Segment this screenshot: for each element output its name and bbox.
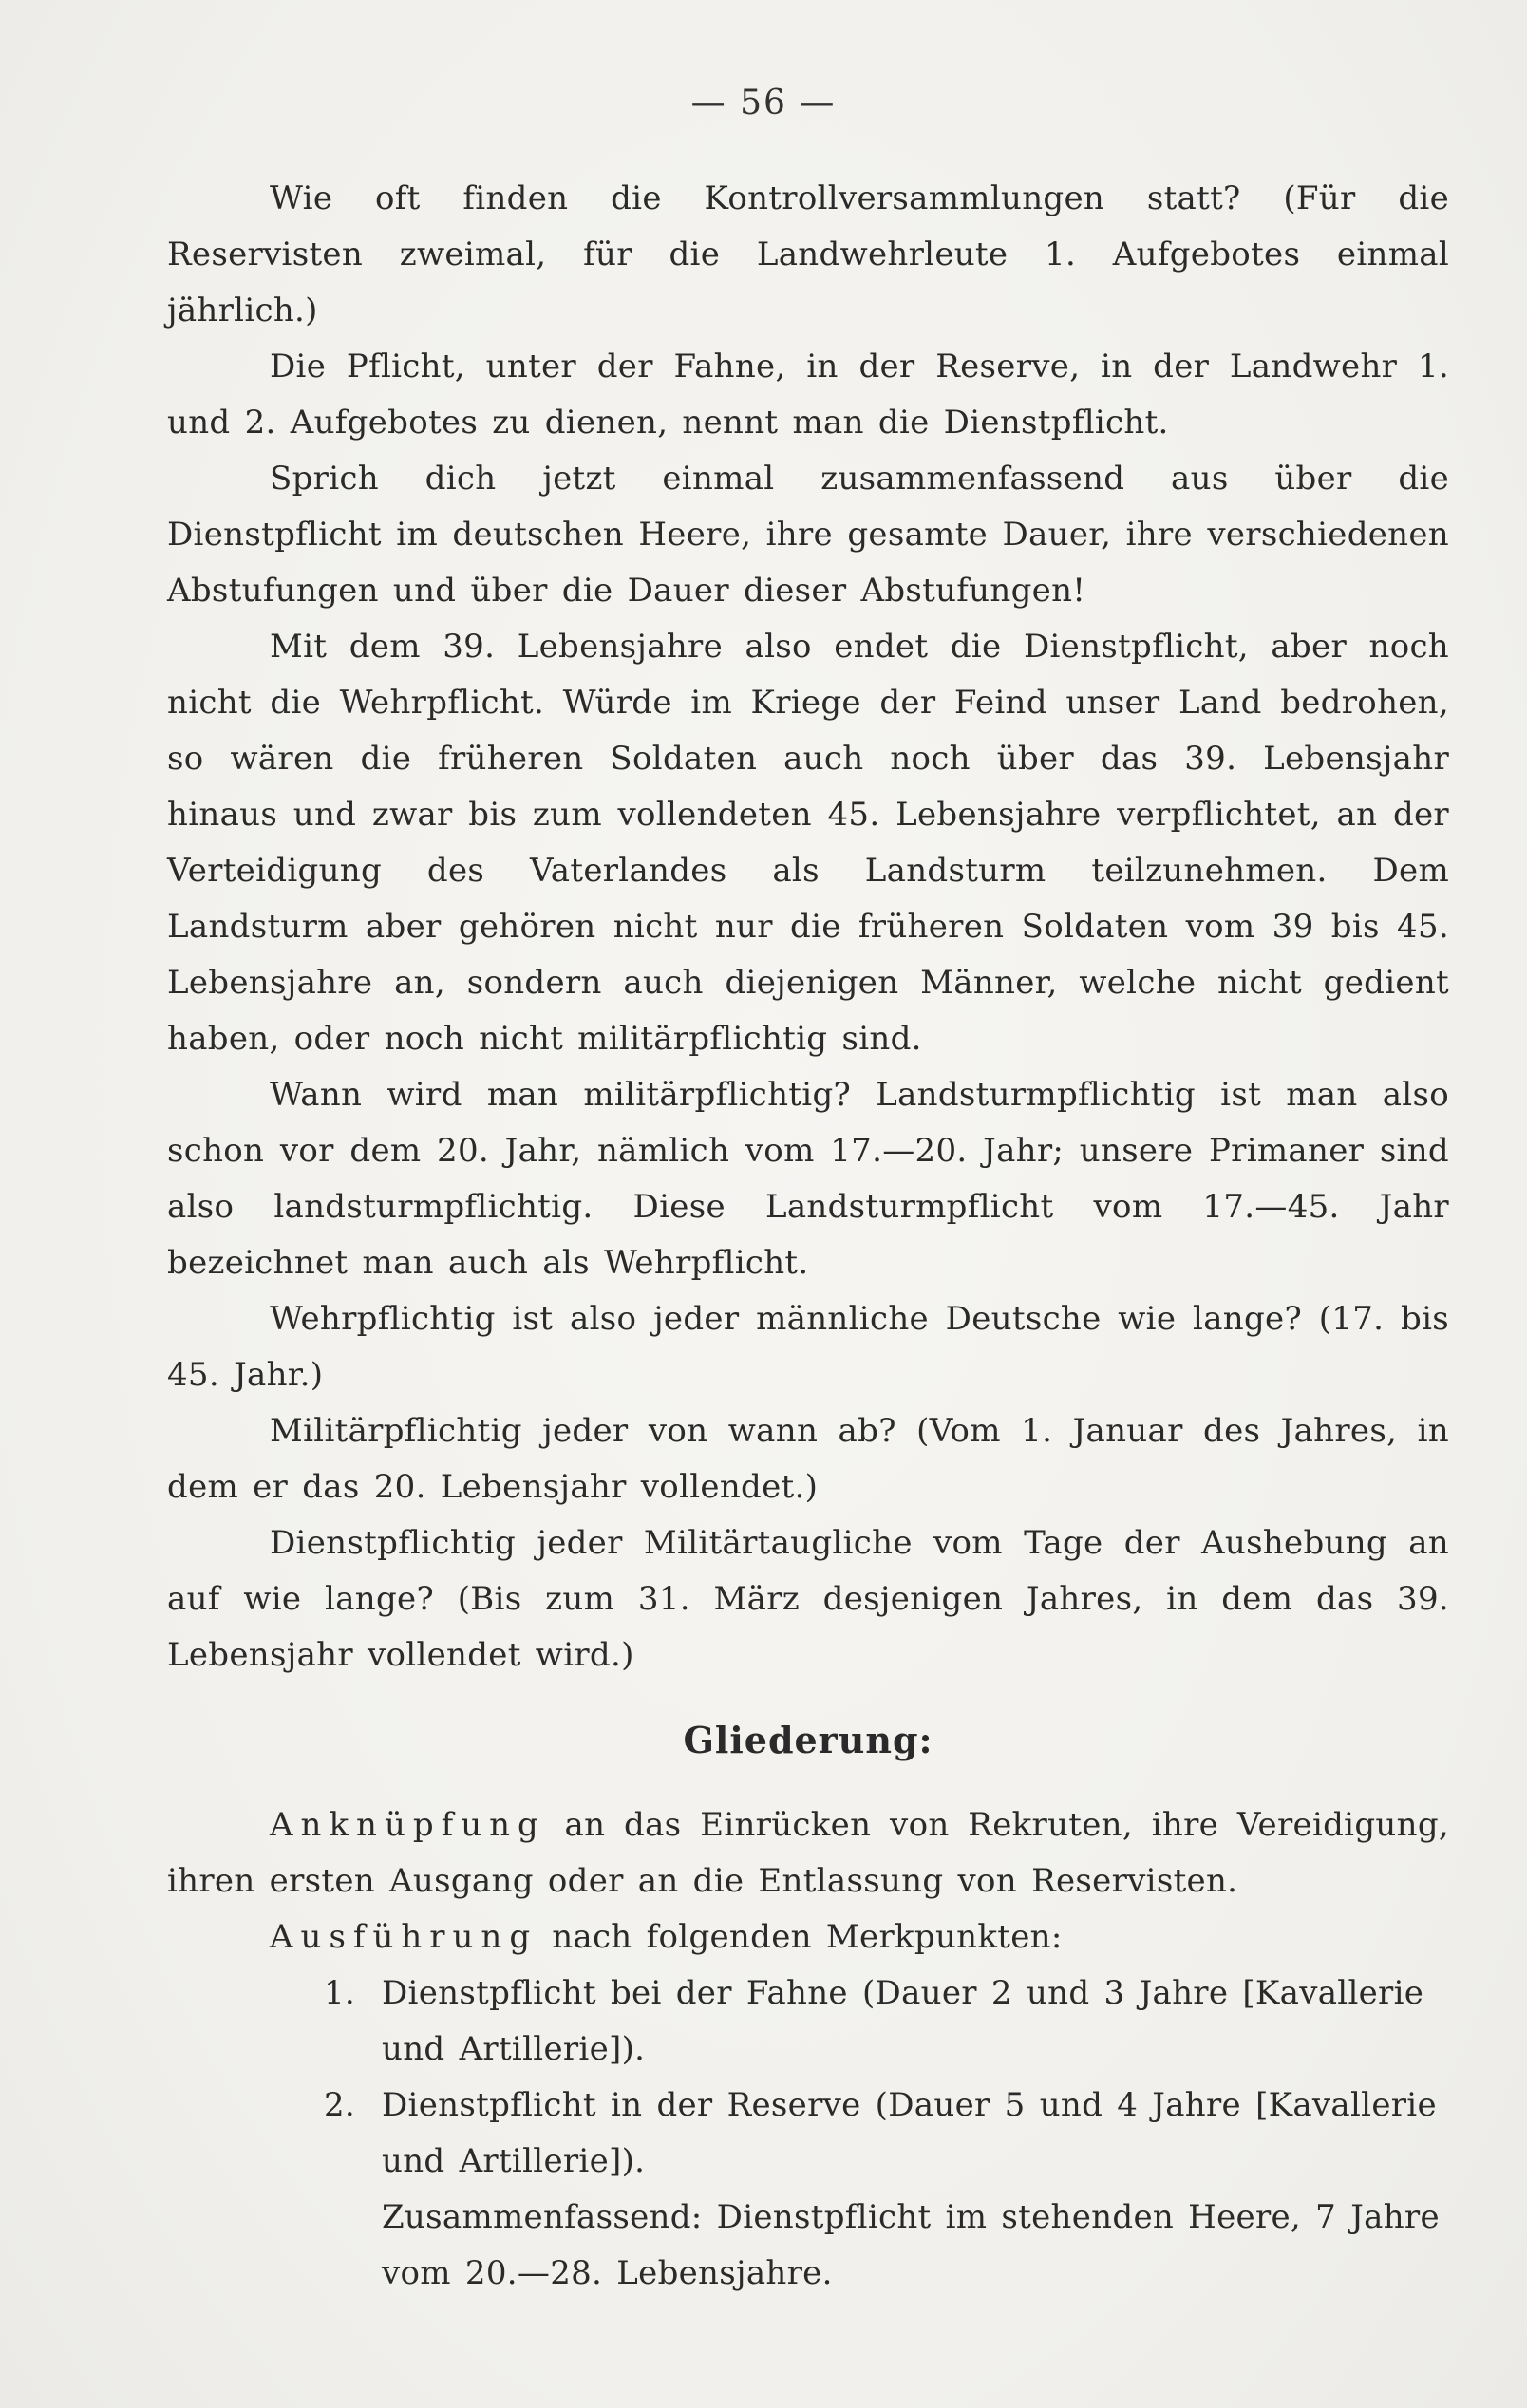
list-item-text: Dienstpflicht in der Reserve (Dauer 5 und 4 Jahre [Kavallerie und Artillerie]). — [382, 2086, 1437, 2180]
paragraph: Militärpflichtig jeder von wann ab? (Vom 1. Januar des Jahres, in dem er das 20. Lebensjahr vollendet.) — [167, 1412, 1449, 1506]
execution-lead: Ausführung — [270, 1918, 538, 1956]
section-heading: Gliederung: — [683, 1719, 933, 1761]
paragraph: Die Pflicht, unter der Fahne, in der Reserve, in der Landwehr 1. und 2. Aufgebotes zu dienen, nennt man die Dienstpflicht. — [167, 348, 1449, 442]
list-item-text: Dienstpflicht bei der Fahne (Dauer 2 und 3 Jahre [Kavallerie und Artillerie]). — [382, 1974, 1424, 2068]
summary-paragraph: Zusammenfassend: Dienstpflicht im stehenden Heere, 7 Jahre vom 20.—28. Lebensjahre. — [382, 2198, 1440, 2292]
paragraph: Mit dem 39. Lebensjahre also endet die Dienstpflicht, aber noch nicht die Wehrpflicht. Würde im Kriege der Feind unser Land bedrohen, so wären die früheren Soldaten auch noch über das 39. Lebensjahr hinaus und zwar bis zum vollendeten 45. Lebensjahre verpflichtet, an der Verteidigung des Vaterlandes als Landsturm teilzunehmen. Dem Landsturm aber gehören nicht nur die früheren Soldaten vom 39 bis 45. Lebensjahre an, sondern auch diejenigen Männer, welche nicht gedient haben, oder noch nicht militärpflichtig sind. — [167, 628, 1449, 1058]
intro-lead: Anknüpfung — [270, 1806, 546, 1844]
paragraph: Dienstpflichtig jeder Militärtaugliche vom Tage der Aushebung an auf wie lange? (Bis zum 31. März desjenigen Jahres, in dem das 39. Lebensjahr vollendet wird.) — [167, 1524, 1449, 1674]
list-item-number: 1. — [323, 1974, 355, 2012]
list-item — [167, 2078, 1449, 2190]
execution-text: nach folgenden Merkpunkten: — [537, 1918, 1063, 1956]
paragraph: Wehrpflichtig ist also jeder männliche Deutsche wie lange? (17. bis 45. Jahr.) — [167, 1300, 1449, 1394]
page-number: — 56 — — [690, 84, 837, 122]
list-item-number: 2. — [323, 2086, 355, 2124]
execution-paragraph — [167, 1909, 1449, 1966]
intro-text: an das Einrücken von Rekruten, ihre Vereidigung, ihren ersten Ausgang oder an die Entlassung von Reservisten. — [167, 1806, 1449, 1900]
page-content — [167, 171, 1449, 2302]
paragraph: Sprich dich jetzt einmal zusammenfassend aus über die Dienstpflicht im deutschen Heere, ihre gesamte Dauer, ihre verschiedenen Abstufungen und über die Dauer dieser Abstufungen! — [167, 460, 1449, 610]
point-list — [167, 1966, 1449, 2190]
paragraph: Wie oft finden die Kontrollversammlungen statt? (Für die Reservisten zweimal, für die Landwehrleute 1. Aufgebotes einmal jährlich.) — [167, 179, 1449, 329]
list-item — [167, 1966, 1449, 2078]
intro-paragraph — [167, 1797, 1449, 1909]
paragraph: Wann wird man militärpflichtig? Landsturmpflichtig ist man also schon vor dem 20. Jahr, nämlich vom 17.—20. Jahr; unsere Primaner sind also landsturmpflichtig. Diese Landsturmpflicht vom 17.—45. Jahr bezeichnet man auch als Wehrpflicht. — [167, 1076, 1449, 1282]
